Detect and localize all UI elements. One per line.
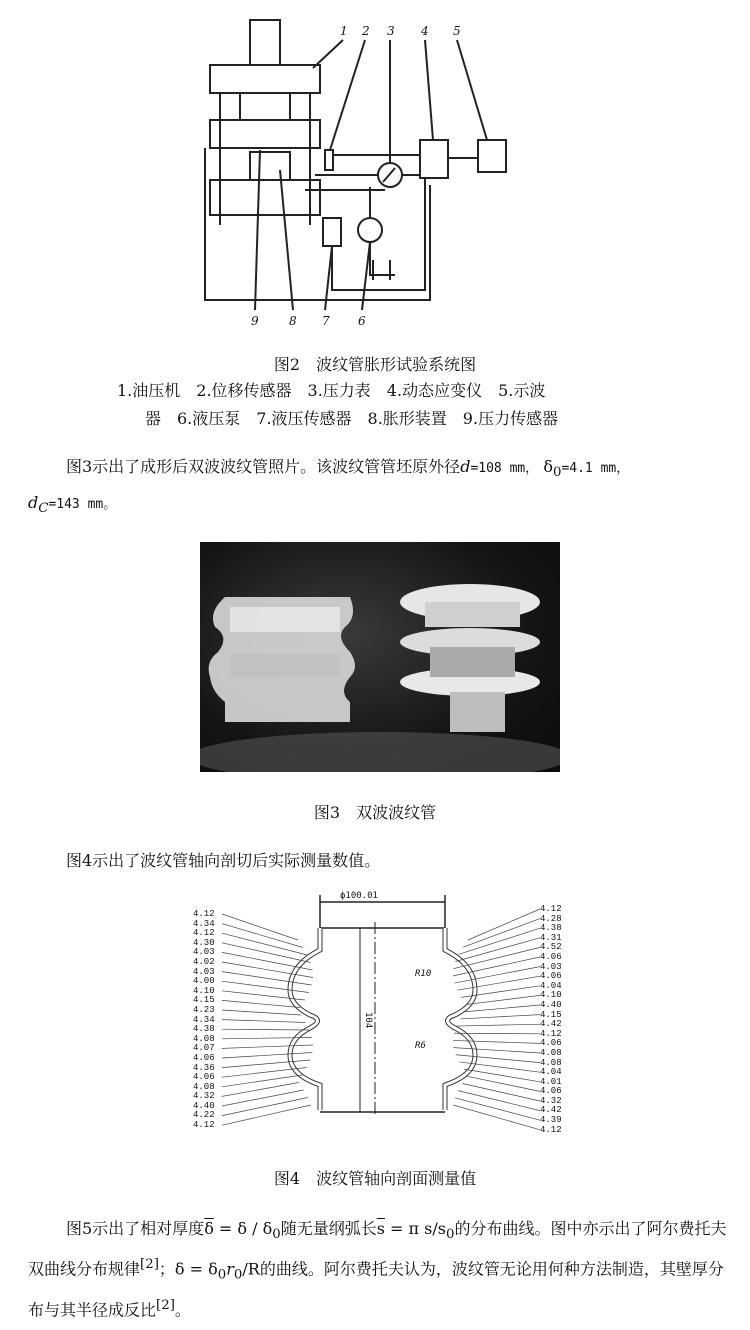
right-leader-line — [453, 1040, 540, 1043]
fig3-caption: 图3 双波波纹管 — [313, 803, 437, 822]
expansion-die — [250, 152, 290, 180]
right-thickness-value: 4.06 — [540, 1038, 562, 1049]
left-leader-line — [222, 1020, 306, 1023]
left-thickness-value: 4.15 — [193, 995, 215, 1006]
para3-b: = δ / δ — [213, 1219, 273, 1238]
left-leader-line — [222, 1090, 304, 1106]
left-thickness-value: 4.08 — [193, 1033, 215, 1044]
para1-delta: δ — [543, 457, 553, 476]
fig2-schematic — [195, 10, 525, 335]
para1-text: 图3示出了成形后双波波纹管照片。该波纹管管坯原外径 — [66, 457, 461, 476]
left-leader-line — [222, 1029, 309, 1030]
para1-dc-val: =143 mm。 — [48, 497, 117, 513]
para3-b-sub: 0 — [272, 1227, 281, 1243]
left-thickness-value: 4.06 — [193, 1072, 215, 1083]
oscilloscope-box — [478, 140, 506, 172]
left-leader-line — [222, 1105, 311, 1125]
left-leader-line — [222, 1010, 301, 1015]
fig4-diameter: ϕ100.01 — [340, 891, 378, 901]
left-leader-line — [222, 952, 313, 970]
left-leader-line — [222, 1083, 299, 1097]
press-column-block — [240, 93, 290, 120]
right-thickness-value: 4.38 — [540, 923, 562, 934]
para3-g: 。 — [174, 1300, 191, 1320]
fig4-right-values — [540, 905, 570, 1135]
right-thickness-value: 4.12 — [540, 1124, 562, 1135]
left-thickness-value: 4.02 — [193, 956, 215, 967]
para3-ref1: [2] — [140, 1257, 159, 1273]
fig2-label-9: 9 — [251, 314, 259, 328]
right-thickness-value: 4.15 — [540, 1009, 562, 1020]
fig4-left-values — [193, 910, 223, 1131]
para1-delta-val: =4.1 mm， — [561, 461, 630, 476]
left-leader-line — [222, 924, 303, 948]
right-leader-line — [457, 976, 540, 990]
right-leader-line — [463, 919, 540, 948]
left-thickness-value: 4.12 — [193, 1120, 215, 1131]
fig3-bellows-illustration — [200, 542, 560, 772]
displacement-sensor — [325, 150, 333, 170]
left-thickness-value: 4.00 — [193, 976, 215, 987]
para3-f-sub: 0 — [217, 1267, 227, 1283]
para3-f: ；δ = δ — [158, 1259, 218, 1279]
right-thickness-value: 4.06 — [540, 951, 562, 962]
press-top-plate — [210, 65, 320, 93]
left-thickness-value: 4.08 — [193, 1081, 215, 1092]
strain-amplifier-box — [420, 140, 448, 178]
paragraph-2 — [28, 846, 728, 876]
right-thickness-value: 4.42 — [540, 1019, 562, 1030]
para3-f2: r — [226, 1259, 234, 1279]
para3-c: 随无量纲弧长 — [280, 1219, 377, 1238]
right-thickness-value: 4.32 — [540, 1095, 562, 1106]
right-thickness-value: 4.40 — [540, 999, 562, 1010]
right-leader-line — [453, 947, 540, 968]
para3-sym-s: $\overline{s}$ — [376, 1219, 385, 1238]
right-thickness-value: 4.12 — [540, 904, 562, 914]
left-leader-line — [222, 1098, 308, 1116]
fig2-legend-line1: 1.油压机 2.位移传感器 3.压力表 4.动态应变仪 5.示波 — [117, 381, 546, 400]
right-thickness-value: 4.06 — [540, 1086, 562, 1097]
right-thickness-value: 4.01 — [540, 1076, 562, 1087]
hydraulic-pump — [358, 218, 382, 242]
right-thickness-value: 4.08 — [540, 1047, 562, 1058]
para1-delta-sub: 0 — [552, 465, 562, 481]
fig4-leader-lines — [222, 909, 540, 1130]
right-thickness-value: 4.08 — [540, 1057, 562, 1068]
para3-f3: /R的曲线。阿尔费托夫认为，波纹管无论用何种方法制造，其壁厚分布与其半径成反比 — [28, 1259, 724, 1320]
left-thickness-value: 4.30 — [193, 937, 215, 948]
right-thickness-value: 4.10 — [540, 990, 562, 1001]
left-thickness-value: 4.12 — [193, 909, 215, 919]
fig2-label-7: 7 — [322, 314, 330, 328]
right-leader-line — [466, 995, 540, 1004]
left-thickness-value: 4.34 — [193, 918, 215, 929]
left-thickness-value: 4.38 — [193, 1024, 215, 1035]
right-thickness-value: 4.28 — [540, 913, 562, 924]
left-thickness-value: 4.07 — [193, 1043, 215, 1054]
fig2-caption: 图2 波纹管胀形试验系统图 — [273, 355, 477, 374]
para3-e: 的分布曲线。图中亦示出了阿尔费托夫双曲线分布规律 — [28, 1219, 727, 1279]
right-thickness-value: 4.12 — [540, 1028, 562, 1039]
right-thickness-value: 4.42 — [540, 1105, 562, 1116]
press-middle-plate — [210, 120, 320, 148]
right-leader-line — [460, 1015, 540, 1019]
left-thickness-value: 4.10 — [193, 985, 215, 996]
right-thickness-value: 4.52 — [540, 942, 562, 953]
left-leader-line — [222, 1060, 310, 1068]
left-leader-line — [222, 1053, 312, 1059]
para1-d-var: d — [460, 457, 471, 476]
para2-text: 图4示出了波纹管轴向剖切后实际测量数值。 — [66, 851, 381, 870]
right-thickness-value: 4.31 — [540, 932, 562, 943]
fig2-label-3: 3 — [387, 24, 395, 38]
right-leader-line — [454, 1048, 540, 1053]
fig4-section-drawing — [190, 880, 570, 1150]
right-thickness-value: 4.04 — [540, 1067, 562, 1078]
fig4-r10: R10 — [415, 969, 432, 979]
left-thickness-value: 4.06 — [193, 1052, 215, 1063]
right-leader-line — [467, 1076, 540, 1091]
left-thickness-value: 4.22 — [193, 1110, 215, 1121]
paragraph-1 — [28, 452, 728, 524]
fig4-r6: R6 — [415, 1041, 426, 1051]
left-thickness-value: 4.36 — [193, 1062, 215, 1073]
fig2-label-4: 4 — [421, 24, 429, 38]
para3-d-sub: 0 — [445, 1227, 455, 1243]
para3-ref2: [2] — [156, 1297, 175, 1313]
right-thickness-value: 4.03 — [540, 961, 562, 972]
right-leader-line — [456, 1055, 540, 1063]
left-thickness-value: 4.23 — [193, 1004, 215, 1015]
fig2-label-5: 5 — [453, 24, 461, 38]
fig2-label-8: 8 — [289, 314, 297, 328]
right-thickness-value: 4.39 — [540, 1115, 562, 1126]
fig2-label-1: 1 — [340, 24, 348, 38]
fig2-label-2: 2 — [362, 24, 370, 38]
press-ram — [250, 20, 280, 65]
fig4-caption: 图4 波纹管轴向剖面测量值 — [273, 1169, 477, 1188]
left-leader-line — [222, 1075, 302, 1087]
press-bottom-plate — [210, 180, 320, 215]
para3-a: 图5示出了相对厚度 — [66, 1219, 205, 1238]
left-thickness-value: 4.12 — [193, 928, 215, 939]
right-thickness-value: 4.06 — [540, 971, 562, 982]
right-leader-line — [458, 1091, 540, 1111]
left-leader-line — [222, 1000, 300, 1007]
right-leader-line — [457, 1024, 540, 1026]
hydraulic-sensor — [323, 218, 341, 246]
paragraph-3 — [28, 1214, 728, 1325]
fig2-legend-line2: 器 6.液压泵 7.液压传感器 8.胀形装置 9.压力传感器 — [145, 409, 559, 428]
para1-dc-var: d — [28, 493, 39, 513]
left-leader-line — [222, 1045, 313, 1048]
left-thickness-value: 4.40 — [193, 1100, 215, 1111]
para1-d-val: =108 mm， — [470, 461, 539, 476]
para1-dc-sub: C — [38, 501, 49, 517]
left-thickness-value: 4.34 — [193, 1014, 215, 1025]
right-leader-line — [465, 1005, 540, 1012]
right-thickness-value: 4.04 — [540, 980, 562, 991]
left-thickness-value: 4.03 — [193, 966, 215, 977]
fig3-photo — [200, 542, 560, 772]
para3-d: = π s/s — [384, 1219, 446, 1238]
para3-sym-delta: $\overline{\delta}$ — [204, 1219, 214, 1238]
fig4-height: 104 — [363, 1012, 373, 1029]
para3-f2-sub: 0 — [233, 1267, 243, 1283]
left-thickness-value: 4.03 — [193, 947, 215, 958]
right-leader-line — [462, 1083, 540, 1101]
fig2-label-6: 6 — [358, 314, 366, 328]
right-leader-line — [468, 909, 540, 940]
left-thickness-value: 4.32 — [193, 1091, 215, 1102]
